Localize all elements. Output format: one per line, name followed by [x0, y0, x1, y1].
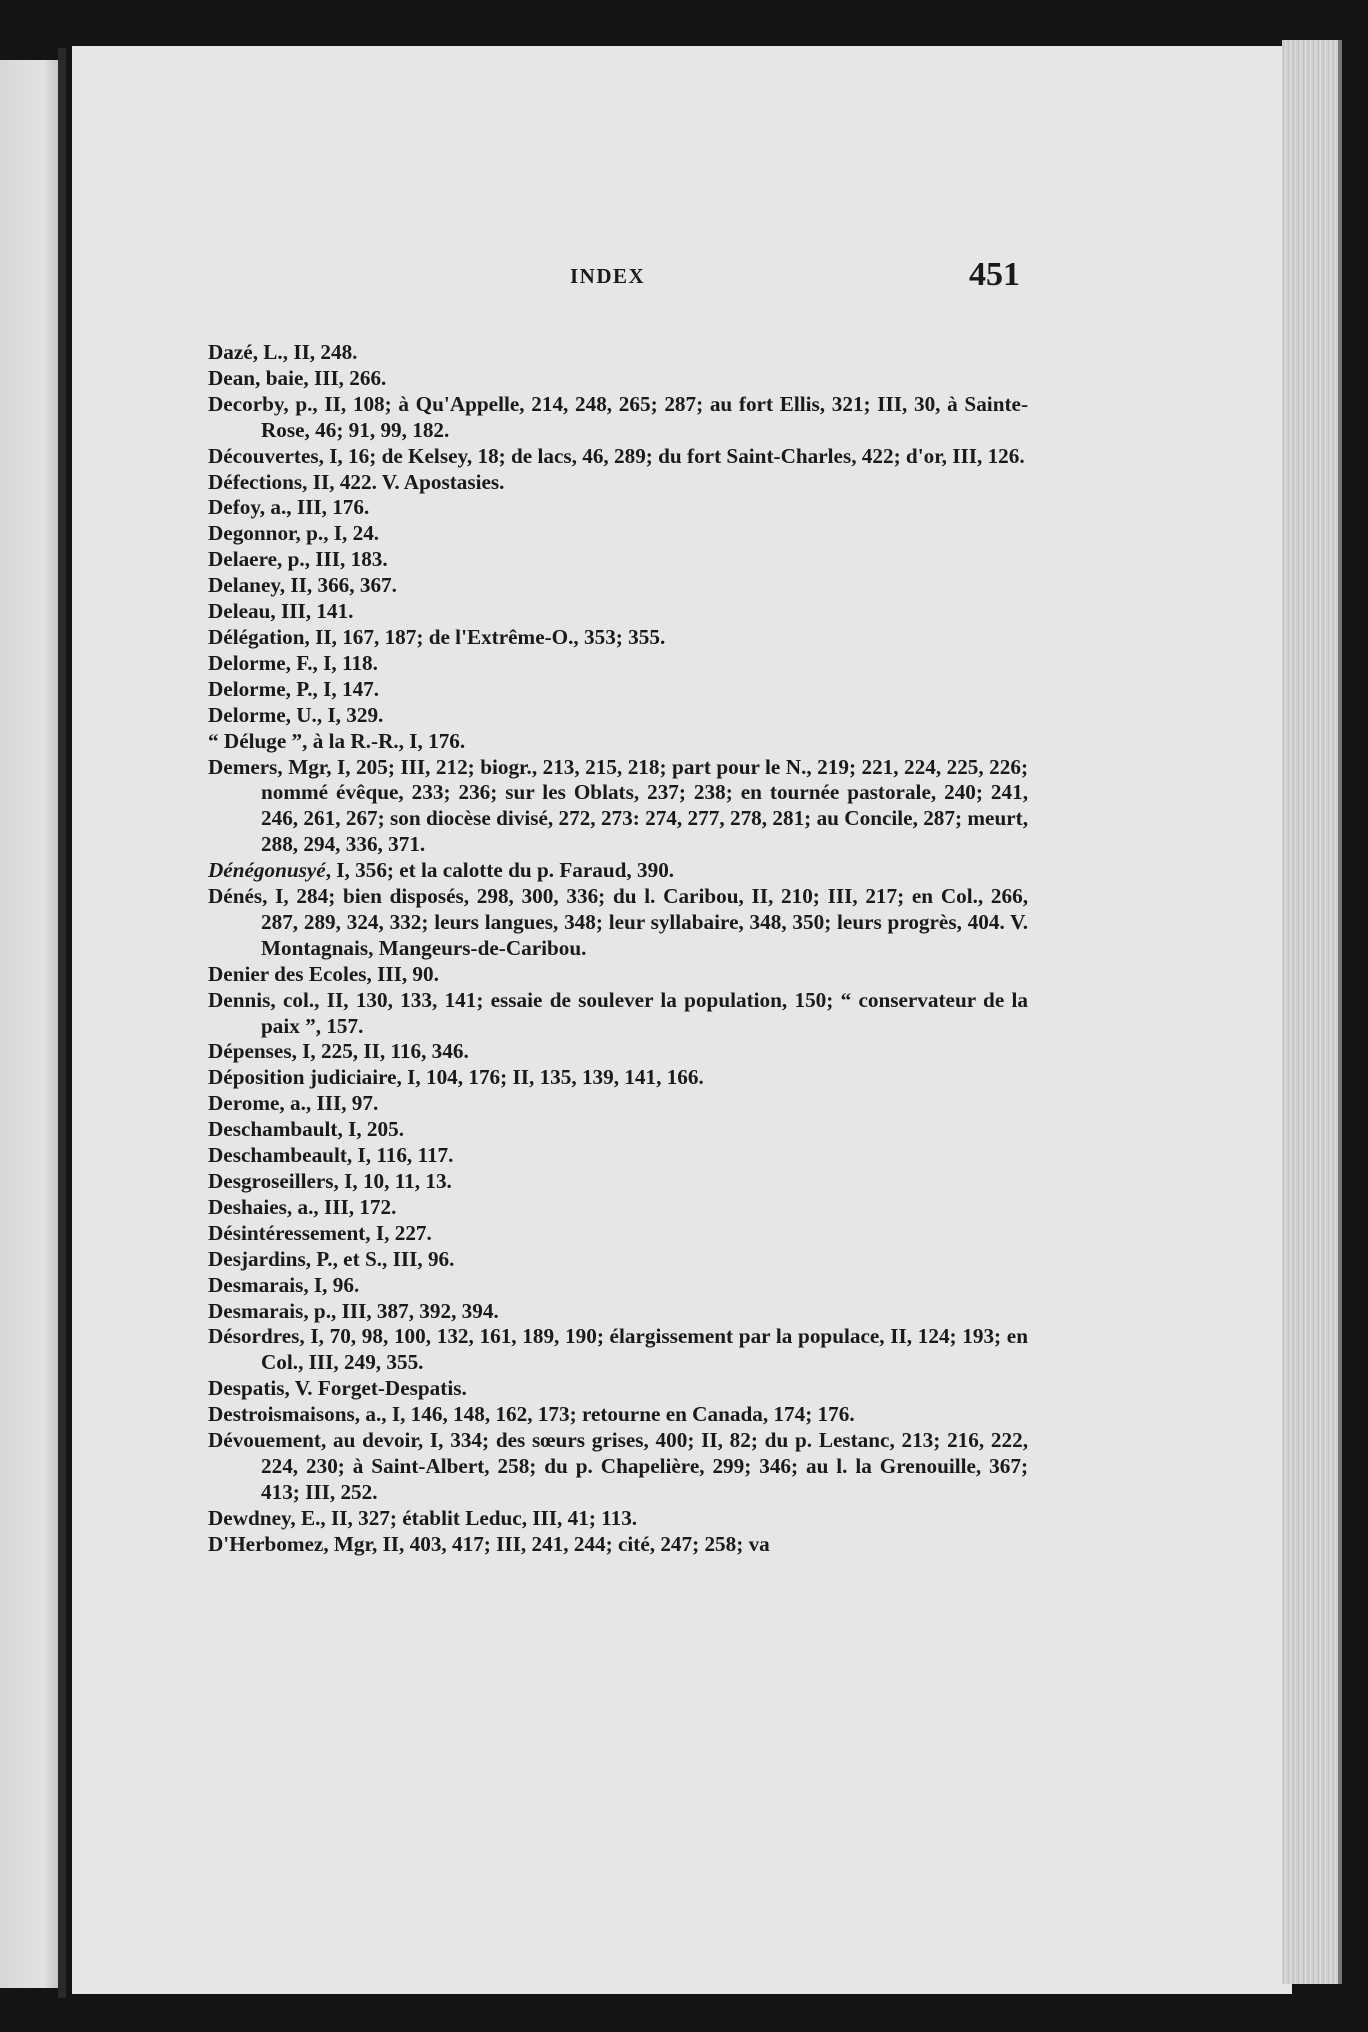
- index-term: Desmarais: [208, 1298, 304, 1323]
- index-references: , II, 422. V. Apostasies.: [302, 469, 505, 494]
- index-references: , I, 96.: [303, 1272, 360, 1297]
- index-entry: [208, 1324, 1028, 1376]
- index-term: Dépenses: [208, 1039, 292, 1064]
- index-references: , a., III, 97.: [279, 1091, 379, 1116]
- running-head-title: INDEX: [570, 264, 646, 288]
- index-references: , baie, III, 266.: [255, 365, 387, 390]
- index-term: Dean: [208, 365, 256, 390]
- index-term: Delorme: [208, 650, 286, 675]
- index-entry: [208, 366, 1028, 392]
- index-entry: [208, 470, 1028, 496]
- index-term: Dénés: [208, 884, 263, 909]
- index-references: , E., II, 327; établit Leduc, III, 41; 113.: [290, 1505, 638, 1530]
- index-references: , p., III, 387, 392, 394.: [303, 1298, 499, 1323]
- index-references: , I, 205.: [337, 1117, 404, 1142]
- index-references: , II, 366, 367.: [279, 573, 397, 598]
- index-entry: [208, 444, 1028, 470]
- index-references: , au devoir, I, 334; des sœurs grises, 400; II, 82; du p. Lestanc, 213; 216, 222, 224, 230; à Saint-Albert, 258; du p. Chapelière, 299; 346; au l. la Grenouille, 367; 413; III, 252.: [261, 1428, 1028, 1504]
- index-references: , III, 141.: [270, 599, 354, 624]
- index-references: , I, 10, 11, 13.: [333, 1169, 452, 1193]
- index-term: Deschambault: [208, 1117, 338, 1142]
- index-term: Decorby: [208, 391, 284, 416]
- index-entry: [208, 1532, 1028, 1558]
- index-entry: [208, 625, 1028, 651]
- index-entry: [208, 677, 1028, 703]
- index-entry: [208, 599, 1028, 625]
- index-term: Degonnor: [208, 521, 296, 546]
- index-references: , V. Forget-Despatis.: [284, 1376, 467, 1401]
- index-term: Demers: [208, 754, 278, 779]
- index-term: Desjardins: [208, 1246, 306, 1271]
- index-references: , I, 225, II, 116, 346.: [291, 1039, 469, 1064]
- index-term: “ Déluge ”: [208, 728, 303, 753]
- index-term: Désintéressement: [208, 1220, 366, 1245]
- index-entry: [208, 962, 1028, 988]
- index-references: , Mgr, I, 205; III, 212; biogr., 213, 215, 218; part pour le N., 219; 221, 224, 225, 226; nommé évêque, 233; 236; sur les Oblats, 237; 238; en tournée pastorale, 240; 241, 246, 261, 267; son diocèse divisé, 272, 273: 274, 277, 278, 281; au Concile, 287; meurt, 288, 294, 336, 371.: [261, 754, 1028, 857]
- index-references: , Mgr, II, 403, 417; III, 241, 244; cité, 247; 258; va: [323, 1531, 770, 1556]
- index-list: [208, 340, 1028, 1558]
- binding-gutter: [58, 48, 66, 1998]
- index-term: Deshaies: [208, 1194, 287, 1219]
- index-references: , U., I, 329.: [285, 702, 384, 727]
- index-entry: [208, 1273, 1028, 1299]
- index-entry: [208, 884, 1028, 962]
- index-references: , F., I, 118.: [285, 650, 378, 675]
- index-entry: [208, 858, 1028, 884]
- page-number: 451: [969, 256, 1020, 293]
- index-references: , II, 167, 187; de l'Extrême-O., 353; 355.: [304, 624, 666, 649]
- index-term: Dennis: [208, 987, 271, 1012]
- index-term: Dazé: [208, 340, 253, 364]
- index-references: , p., II, 108; à Qu'Appelle, 214, 248, 265; 287; au fort Ellis, 321; III, 30, à Sainte-Rose, 46; 91, 99, 182.: [261, 391, 1028, 442]
- index-entry: [208, 729, 1028, 755]
- index-entry: [208, 1117, 1028, 1143]
- index-entry: [208, 1143, 1028, 1169]
- index-entry: [208, 547, 1028, 573]
- index-references: , p., I, 24.: [295, 521, 380, 546]
- index-term: D'Herbomez: [208, 1531, 324, 1556]
- index-term: Destroismaisons: [208, 1402, 355, 1427]
- index-references: des Ecoles, III, 90.: [268, 961, 439, 986]
- index-references: , P., I, 147.: [285, 676, 380, 701]
- index-entry: [208, 521, 1028, 547]
- index-entry: [208, 1247, 1028, 1273]
- index-entry: [208, 1221, 1028, 1247]
- index-entry: [208, 495, 1028, 521]
- index-references: judiciaire, I, 104, 176; II, 135, 139, 141, 166.: [304, 1065, 704, 1090]
- index-references: , I, 70, 98, 100, 132, 161, 189, 190; élargissement par la populace, II, 124; 193; en Col., III, 249, 355.: [261, 1324, 1028, 1375]
- index-entry: [208, 1195, 1028, 1221]
- index-term: Dévouement: [208, 1428, 321, 1453]
- index-term: Delorme: [208, 676, 286, 701]
- index-references: , p., III, 183.: [277, 547, 388, 572]
- index-entry: [208, 1299, 1028, 1325]
- index-term: Dewdney: [208, 1505, 291, 1530]
- index-references: , L., II, 248.: [252, 340, 358, 364]
- page-stack-edges: [1282, 40, 1342, 1984]
- index-references: , P., et S., III, 96.: [305, 1246, 455, 1271]
- index-entry: [208, 1065, 1028, 1091]
- index-entry: [208, 392, 1028, 444]
- index-entry: [208, 1376, 1028, 1402]
- index-entry: [208, 1506, 1028, 1532]
- index-references: , a., I, 146, 148, 162, 173; retourne en Canada, 174; 176.: [354, 1402, 855, 1427]
- index-entry: [208, 755, 1028, 859]
- index-entry: [208, 1402, 1028, 1428]
- index-term: Dénégonusyé: [208, 858, 326, 883]
- index-term: Delaney: [208, 573, 280, 598]
- index-term: Désordres: [208, 1324, 300, 1349]
- index-entry: [208, 703, 1028, 729]
- index-term: Délégation: [208, 624, 305, 649]
- index-term: Despatis: [208, 1376, 285, 1401]
- index-references: , I, 284; bien disposés, 298, 300, 336; du l. Caribou, II, 210; III, 217; en Col., 266, 287, 289, 324, 332; leurs langues, 348; leur syllabaire, 348, 350; leurs progrès, 404. V. Montagnais, Mangeurs-de-Caribou.: [261, 884, 1028, 960]
- index-term: Defoy: [208, 495, 260, 520]
- index-references: , a., III, 172.: [286, 1194, 397, 1219]
- index-term: Derome: [208, 1091, 280, 1116]
- index-term: Défections: [208, 469, 303, 494]
- index-entry: [208, 340, 1028, 366]
- running-head: [140, 256, 1020, 306]
- index-term: Deleau: [208, 599, 271, 624]
- index-entry: [208, 988, 1028, 1040]
- index-entry: [208, 1428, 1028, 1506]
- index-references: , I, 116, 117.: [346, 1143, 454, 1168]
- index-term: Denier: [208, 961, 269, 986]
- index-term: Déposition: [208, 1065, 305, 1090]
- index-references: , I, 356; et la calotte du p. Faraud, 390.: [325, 858, 675, 883]
- index-entry: [208, 1039, 1028, 1065]
- index-term: Delorme: [208, 702, 286, 727]
- index-entry: [208, 1169, 1028, 1195]
- index-entry: [208, 1091, 1028, 1117]
- index-entry: [208, 651, 1028, 677]
- index-term: Deschambeault: [208, 1143, 347, 1168]
- index-term: Delaere: [208, 547, 278, 572]
- index-term: Desgroseillers: [208, 1169, 334, 1193]
- facing-page-edge: [0, 60, 62, 1988]
- index-references: , à la R.-R., I, 176.: [302, 728, 466, 753]
- index-references: , a., III, 176.: [259, 495, 370, 520]
- index-term: Découvertes: [208, 443, 319, 468]
- index-references: , col., II, 130, 133, 141; essaie de soulever la population, 150; “ conservateur de la paix ”, 157.: [261, 987, 1028, 1038]
- index-entry: [208, 573, 1028, 599]
- index-references: , I, 16; de Kelsey, 18; de lacs, 46, 289; du fort Saint-Charles, 422; d'or, III, 126.: [318, 443, 1025, 468]
- index-references: , I, 227.: [365, 1220, 432, 1245]
- index-term: Desmarais: [208, 1272, 304, 1297]
